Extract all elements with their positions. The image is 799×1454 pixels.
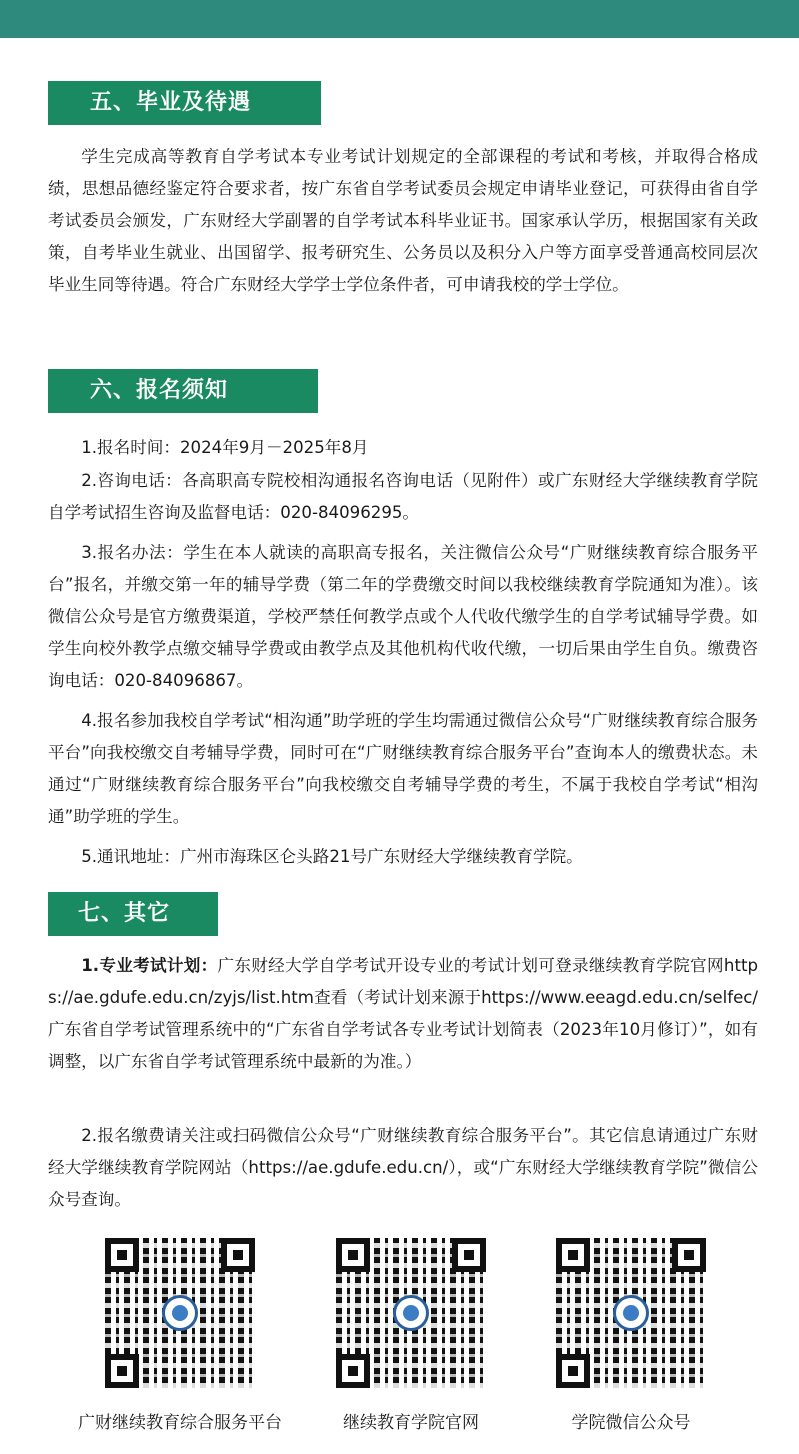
section-title: 七、其它 — [78, 901, 171, 926]
qr-finder-icon — [556, 1238, 590, 1272]
other-item-follow: 2.报名缴费请关注或扫码微信公众号“广财继续教育综合服务平台”。其它信息请通过广东财经大学继续教育学院网站（https://ae.gdufe.edu.cn/），或“广东财经大学继续教育学院”微信公众号查询。 — [48, 1126, 758, 1209]
qr-finder-icon — [556, 1354, 590, 1388]
qr-caption: 广财继续教育综合服务平台 — [78, 1413, 282, 1433]
qr-finder-icon — [672, 1238, 706, 1272]
section-header-registration — [48, 369, 318, 413]
qr-finder-icon — [336, 1354, 370, 1388]
qr-code-image[interactable] — [336, 1238, 486, 1388]
section-title: 六、报名须知 — [90, 378, 229, 403]
qr-finder-icon — [336, 1238, 370, 1272]
exam-plan-lead: 1.专业考试计划： — [81, 956, 218, 975]
qr-caption: 继续教育学院官网 — [343, 1413, 479, 1433]
qr-caption: 学院微信公众号 — [571, 1413, 691, 1433]
qr-finder-icon — [452, 1238, 486, 1272]
section-title: 五、毕业及待遇 — [90, 90, 252, 115]
registration-item-payment: 4.报名参加我校自学考试“相沟通”助学班的学生均需通过微信公众号“广财继续教育综合服务平台”向我校缴交自考辅导学费，同时可在“广财继续教育综合服务平台”查询本人的缴费状态。未通过“广财继续教育综合服务平台”向我校缴交自考辅导学费的考生，不属于我校自学考试“相沟通”助学班的学生。 — [48, 711, 758, 826]
school-logo-icon — [162, 1295, 198, 1331]
qr-code-image[interactable] — [105, 1238, 255, 1388]
qr-block-wechat — [516, 1238, 746, 1433]
school-logo-icon — [613, 1295, 649, 1331]
qr-finder-icon — [105, 1238, 139, 1272]
graduation-paragraph: 学生完成高等教育自学考试本专业考试计划规定的全部课程的考试和考核，并取得合格成绩，思想品德经鉴定符合要求者，按广东省自学考试委员会规定申请毕业登记，可获得由省自学考试委员会颁发，广东财经大学副署的自学考试本科毕业证书。国家承认学历，根据国家有关政策，自考毕业生就业、出国留学、报考研究生、公务员以及积分入户等方面享受普通高校同层次毕业生同等待遇。符合广东财经大学学士学位条件者，可申请我校的学士学位。 — [48, 147, 758, 294]
qr-finder-icon — [221, 1238, 255, 1272]
registration-item-time: 1.报名时间：2024年9月－2025年8月 — [81, 438, 369, 457]
qr-code-image[interactable] — [556, 1238, 706, 1388]
registration-item-phone: 2.咨询电话：各高职高专院校相沟通报名咨询电话（见附件）或广东财经大学继续教育学院自学考试招生咨询及监督电话：020-84096295。 — [48, 471, 758, 522]
qr-block-service-platform — [65, 1238, 295, 1433]
other-item-exam-plan — [48, 950, 758, 1078]
section-header-other — [48, 892, 218, 936]
top-decorative-band — [0, 0, 799, 38]
qr-block-website — [296, 1238, 526, 1433]
registration-item-address: 5.通讯地址：广州市海珠区仑头路21号广东财经大学继续教育学院。 — [81, 847, 583, 866]
qr-finder-icon — [105, 1354, 139, 1388]
registration-item-method: 3.报名办法：学生在本人就读的高职高专报名，关注微信公众号“广财继续教育综合服务平台”报名，并缴交第一年的辅导学费（第二年的学费缴交时间以我校继续教育学院通知为准）。该微信公众号是官方缴费渠道，学校严禁任何教学点或个人代收代缴学生的自学考试辅导学费。如学生向校外教学点缴交辅导学费或由教学点及其他机构代收代缴，一切后果由学生自负。缴费咨询电话：020-84096867。 — [48, 543, 758, 690]
school-logo-icon — [393, 1295, 429, 1331]
exam-plan-body: 广东财经大学自学考试开设专业的考试计划可登录继续教育学院官网https://ae.gdufe.edu.cn/zyjs/list.htm查看（考试计划来源于https://www.eeagd.edu.cn/selfec/广东省自学考试管理系统中的“广东省自学考试各专业考试计划简表（2023年10月修订）”，如有调整，以广东省自学考试管理系统中最新的为准。） — [48, 956, 758, 1071]
section-header-graduation — [48, 81, 321, 125]
